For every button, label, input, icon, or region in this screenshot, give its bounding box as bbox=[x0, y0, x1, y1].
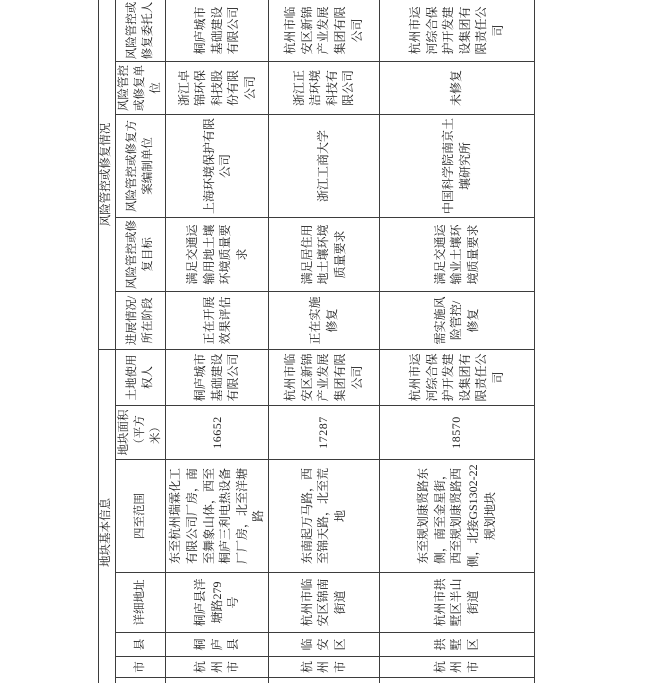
rotated-table-wrapper bbox=[98, 0, 508, 683]
cell-progress: 正在开展效果评估 bbox=[166, 292, 268, 350]
column-header-row bbox=[115, 0, 166, 683]
cell-land-user: 杭州市运河综合保护开发建设集团有限责任公司 bbox=[379, 350, 534, 406]
cell-clipped bbox=[166, 678, 268, 683]
cell-repair-unit: 浙江正洁环境科技有限公司 bbox=[268, 62, 379, 115]
cell-client: 杭州市运河综合保护开发建设集团有限责任公司 bbox=[379, 0, 534, 62]
cell-county: 临安区 bbox=[268, 633, 379, 657]
cell-clipped bbox=[379, 678, 534, 683]
cell-progress: 需实施风险管控/修复 bbox=[379, 292, 534, 350]
cell-goal: 满足交通运输业土壤环境质量要求 bbox=[379, 218, 534, 292]
cell-county: 桐庐县 bbox=[166, 633, 268, 657]
table-row-tonglu bbox=[166, 0, 268, 683]
cell-plan-unit: 上海环境保护有限公司 bbox=[166, 115, 268, 218]
col-header-address: 详细地址 bbox=[115, 573, 166, 633]
col-header-clipped bbox=[115, 678, 166, 683]
cell-boundaries: 东至杭州瑞霖化工有限公司厂房，南至舞象山体，西至桐庐三利电热设备厂厂房，北至洋塘路 bbox=[166, 460, 268, 573]
cell-client: 杭州市临安区新锦产业发展集团有限公司 bbox=[268, 0, 379, 62]
group-header-basic-info: 地块基本信息 bbox=[99, 350, 116, 683]
col-header-progress: 进展情况/所在阶段 bbox=[115, 292, 166, 350]
cell-county: 拱墅区 bbox=[379, 633, 534, 657]
group-header-risk: 风险管控或修复情况 bbox=[99, 0, 116, 350]
table-row-gongshu bbox=[379, 0, 534, 683]
cell-plan-unit: 中国科学院南京土壤研究所 bbox=[379, 115, 534, 218]
cell-goal: 满足交通运输用地土壤环境质量要求 bbox=[166, 218, 268, 292]
col-header-client: 风险管控或修复委托人 bbox=[115, 0, 166, 62]
col-header-repair-unit: 风险管控或修复单位 bbox=[115, 62, 166, 115]
cell-boundaries: 东南起万马路，西至锦天路，北至荒地 bbox=[268, 460, 379, 573]
land-parcel-table bbox=[98, 0, 535, 683]
cell-area: 16652 bbox=[166, 406, 268, 460]
col-header-city: 市 bbox=[115, 657, 166, 678]
col-header-plan-unit: 风险管控或修复方案编制单位 bbox=[115, 115, 166, 218]
cell-area: 17287 bbox=[268, 406, 379, 460]
col-header-boundaries: 四至范围 bbox=[115, 460, 166, 573]
col-header-area: 地块面积（平方米） bbox=[115, 406, 166, 460]
cell-city: 杭州市 bbox=[166, 657, 268, 678]
cell-goal: 满足居住用地土壤环境质量要求 bbox=[268, 218, 379, 292]
cell-repair-unit: 浙江卓锦环保科技股份有限公司 bbox=[166, 62, 268, 115]
cell-land-user: 桐庐城市基础建设有限公司 bbox=[166, 350, 268, 406]
cell-land-user: 杭州市临安区新锦产业发展集团有限公司 bbox=[268, 350, 379, 406]
cell-client: 桐庐城市基础建设有限公司 bbox=[166, 0, 268, 62]
col-header-land-user: 土地使用权人 bbox=[115, 350, 166, 406]
col-header-county: 县 bbox=[115, 633, 166, 657]
col-header-goal: 风险管控或修复目标 bbox=[115, 218, 166, 292]
cell-address: 桐庐县洋塘路279号 bbox=[166, 573, 268, 633]
table-row-linan bbox=[268, 0, 379, 683]
cell-area: 18570 bbox=[379, 406, 534, 460]
cell-boundaries: 东至规划康贤路东侧，南至金星街，西至规划康贤路西侧，北接GS1302-22规划地块 bbox=[379, 460, 534, 573]
cell-clipped bbox=[268, 678, 379, 683]
group-header-row bbox=[99, 0, 116, 683]
cell-address: 杭州市拱墅区半山街道 bbox=[379, 573, 534, 633]
cell-progress: 正在实施修复 bbox=[268, 292, 379, 350]
cell-city: 杭州市 bbox=[268, 657, 379, 678]
cell-plan-unit: 浙江工商大学 bbox=[268, 115, 379, 218]
cell-city: 杭州市 bbox=[379, 657, 534, 678]
cell-repair-unit: 未修复 bbox=[379, 62, 534, 115]
cell-address: 杭州市临安区锦南街道 bbox=[268, 573, 379, 633]
